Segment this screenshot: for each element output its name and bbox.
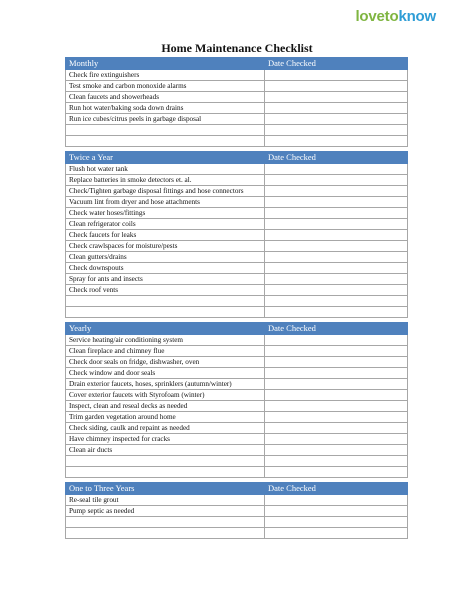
task-cell: Have chimney inspected for cracks — [66, 434, 265, 445]
date-checked-cell[interactable] — [265, 263, 408, 274]
task-cell: Check crawlspaces for moisture/pests — [66, 241, 265, 252]
checklist-row — [66, 357, 408, 368]
date-checked-cell[interactable] — [265, 70, 408, 81]
task-cell — [66, 528, 265, 539]
task-cell: Run ice cubes/citrus peels in garbage disposal — [66, 114, 265, 125]
date-checked-cell[interactable] — [265, 81, 408, 92]
task-cell: Trim garden vegetation around home — [66, 412, 265, 423]
task-cell: Clean gutters/drains — [66, 252, 265, 263]
section-title: One to Three Years — [66, 483, 265, 495]
task-cell: Clean fireplace and chimney flue — [66, 346, 265, 357]
date-checked-cell[interactable] — [265, 368, 408, 379]
date-checked-header: Date Checked — [265, 58, 408, 70]
task-cell — [66, 307, 265, 318]
checklist-row — [66, 307, 408, 318]
checklist-row — [66, 379, 408, 390]
date-checked-cell[interactable] — [265, 164, 408, 175]
task-cell: Vacuum lint from dryer and hose attachments — [66, 197, 265, 208]
section-header-monthly — [66, 58, 408, 70]
checklist-row — [66, 456, 408, 467]
task-cell: Clean faucets and showerheads — [66, 92, 265, 103]
task-cell: Inspect, clean and reseal decks as needed — [66, 401, 265, 412]
checklist-row — [66, 401, 408, 412]
checklist-row — [66, 335, 408, 346]
date-checked-cell[interactable] — [265, 175, 408, 186]
date-checked-cell[interactable] — [265, 467, 408, 478]
task-cell: Spray for ants and insects — [66, 274, 265, 285]
checklist-row — [66, 434, 408, 445]
checklist-row — [66, 412, 408, 423]
section-title: Twice a Year — [66, 152, 265, 164]
checklist-row — [66, 136, 408, 147]
checklist-table — [65, 57, 408, 539]
date-checked-cell[interactable] — [265, 274, 408, 285]
task-cell: Test smoke and carbon monoxide alarms — [66, 81, 265, 92]
date-checked-cell[interactable] — [265, 125, 408, 136]
section-header-one-to-three-years — [66, 483, 408, 495]
task-cell: Replace batteries in smoke detectors et. al. — [66, 175, 265, 186]
checklist-row — [66, 208, 408, 219]
checklist-row — [66, 114, 408, 125]
task-cell: Flush hot water tank — [66, 164, 265, 175]
section-title: Monthly — [66, 58, 265, 70]
task-cell: Run hot water/baking soda down drains — [66, 103, 265, 114]
date-checked-cell[interactable] — [265, 528, 408, 539]
checklist-row — [66, 467, 408, 478]
checklist-row — [66, 517, 408, 528]
date-checked-header: Date Checked — [265, 152, 408, 164]
task-cell: Pump septic as needed — [66, 506, 265, 517]
task-cell: Re-seal tile grout — [66, 495, 265, 506]
date-checked-cell[interactable] — [265, 506, 408, 517]
logo-text-part1: loveto — [355, 8, 399, 25]
checklist-row — [66, 445, 408, 456]
checklist-row — [66, 197, 408, 208]
task-cell: Check water hoses/fittings — [66, 208, 265, 219]
task-cell: Service heating/air conditioning system — [66, 335, 265, 346]
date-checked-cell[interactable] — [265, 412, 408, 423]
date-checked-cell[interactable] — [265, 186, 408, 197]
logo-text-part2: know — [398, 8, 436, 25]
date-checked-cell[interactable] — [265, 230, 408, 241]
date-checked-cell[interactable] — [265, 390, 408, 401]
task-cell: Check/Tighten garbage disposal fittings and hose connectors — [66, 186, 265, 197]
date-checked-cell[interactable] — [265, 445, 408, 456]
task-cell: Check door seals on fridge, dishwasher, oven — [66, 357, 265, 368]
date-checked-cell[interactable] — [265, 423, 408, 434]
checklist-row — [66, 252, 408, 263]
date-checked-cell[interactable] — [265, 379, 408, 390]
checklist-row — [66, 241, 408, 252]
checklist-row — [66, 285, 408, 296]
checklist-row — [66, 368, 408, 379]
task-cell — [66, 517, 265, 528]
checklist-row — [66, 219, 408, 230]
date-checked-cell[interactable] — [265, 346, 408, 357]
task-cell: Check siding, caulk and repaint as needed — [66, 423, 265, 434]
checklist-row — [66, 81, 408, 92]
date-checked-cell[interactable] — [265, 456, 408, 467]
checklist-row — [66, 423, 408, 434]
checklist-row — [66, 70, 408, 81]
date-checked-cell[interactable] — [265, 434, 408, 445]
date-checked-cell[interactable] — [265, 103, 408, 114]
checklist-row — [66, 506, 408, 517]
lovetoknow-logo — [355, 8, 436, 25]
task-cell: Check roof vents — [66, 285, 265, 296]
task-cell: Cover exterior faucets with Styrofoam (winter) — [66, 390, 265, 401]
task-cell: Drain exterior faucets, hoses, sprinklers (autumn/winter) — [66, 379, 265, 390]
checklist-row — [66, 390, 408, 401]
checklist-row — [66, 263, 408, 274]
date-checked-cell[interactable] — [265, 219, 408, 230]
date-checked-cell[interactable] — [265, 307, 408, 318]
date-checked-header: Date Checked — [265, 323, 408, 335]
task-cell — [66, 456, 265, 467]
date-checked-cell[interactable] — [265, 517, 408, 528]
task-cell: Clean air ducts — [66, 445, 265, 456]
checklist-row — [66, 186, 408, 197]
date-checked-cell[interactable] — [265, 92, 408, 103]
section-header-twice-a-year — [66, 152, 408, 164]
task-cell — [66, 296, 265, 307]
task-cell: Clean refrigerator coils — [66, 219, 265, 230]
date-checked-cell[interactable] — [265, 285, 408, 296]
section-header-yearly — [66, 323, 408, 335]
date-checked-cell[interactable] — [265, 495, 408, 506]
checklist-row — [66, 103, 408, 114]
date-checked-cell[interactable] — [265, 335, 408, 346]
date-checked-cell[interactable] — [265, 401, 408, 412]
checklist-row — [66, 495, 408, 506]
checklist-row — [66, 230, 408, 241]
task-cell: Check fire extinguishers — [66, 70, 265, 81]
task-cell: Check downspouts — [66, 263, 265, 274]
date-checked-header: Date Checked — [265, 483, 408, 495]
checklist-row — [66, 125, 408, 136]
checklist-row — [66, 164, 408, 175]
checklist-row — [66, 92, 408, 103]
date-checked-cell[interactable] — [265, 252, 408, 263]
date-checked-cell[interactable] — [265, 197, 408, 208]
date-checked-cell[interactable] — [265, 357, 408, 368]
checklist-row — [66, 528, 408, 539]
page-title: Home Maintenance Checklist — [161, 41, 313, 55]
checklist-row — [66, 296, 408, 307]
date-checked-cell[interactable] — [265, 208, 408, 219]
date-checked-cell[interactable] — [265, 296, 408, 307]
task-cell: Check faucets for leaks — [66, 230, 265, 241]
section-title: Yearly — [66, 323, 265, 335]
date-checked-cell[interactable] — [265, 241, 408, 252]
checklist-row — [66, 175, 408, 186]
task-cell — [66, 136, 265, 147]
checklist-row — [66, 274, 408, 285]
task-cell — [66, 467, 265, 478]
date-checked-cell[interactable] — [265, 136, 408, 147]
task-cell — [66, 125, 265, 136]
checklist-row — [66, 346, 408, 357]
task-cell: Check window and door seals — [66, 368, 265, 379]
date-checked-cell[interactable] — [265, 114, 408, 125]
